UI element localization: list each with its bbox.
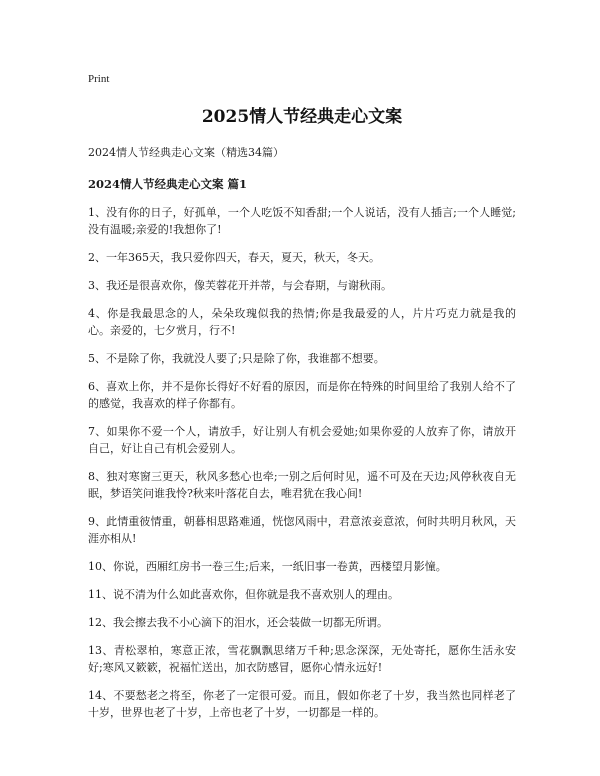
entry-12: 12、我会擦去我不小心滴下的泪水，还会装做一切都无所谓。 xyxy=(88,616,388,629)
entry-13: 13、青松翠柏，寒意正浓，雪花飘飘思绪万千种;思念深深，无处寄托，愿你生活永安好;寒风又簌簌，祝福忙送出，加衣防感冒，愿你心情永远好! xyxy=(88,644,516,674)
entry-8: 8、独对寒窗三更天，秋风多愁心也牵;一别之后何时见，遥不可及在天边;风停秋夜自无眠，梦语笑问谁我怜?秋来叶落花自去，唯君犹在我心间! xyxy=(88,470,516,500)
entry-9: 9、此情重彼情重，朝暮相思路难通，恍惚风雨中，君意浓妾意浓，何时共明月秋风，天涯亦相从! xyxy=(88,515,516,545)
document-title: 2025情人节经典走心文案 xyxy=(201,107,403,127)
entry-2: 2、一年365天，我只爱你四天，春天，夏天，秋天，冬天。 xyxy=(88,251,380,264)
entry-10: 10、你说，西厢红房书一卷三生;后来，一纸旧事一卷黄，西楼望月影憧。 xyxy=(88,560,447,573)
entry-6: 6、喜欢上你，并不是你长得好不好看的原因，而是你在特殊的时间里给了我别人给不了的感觉，我喜欢的样子你都有。 xyxy=(88,380,516,410)
entry-4: 4、你是我最思念的人，朵朵玫瑰似我的热情;你是我最爱的人，片片巧克力就是我的心。亲爱的，七夕赏月，行不! xyxy=(88,307,516,337)
entry-11: 11、说不清为什么如此喜欢你，但你就是我不喜欢别人的理由。 xyxy=(88,588,399,601)
entry-7: 7、如果你不爱一个人，请放手，好让别人有机会爱她;如果你爱的人放弃了你，请放开自己，好让自己有机会爱别人。 xyxy=(88,425,516,455)
entry-1: 1、没有你的日子，好孤单，一个人吃饭不知香甜;一个人说话，没有人插言;一个人睡觉;没有温暖;亲爱的!我想你了! xyxy=(88,206,516,236)
entry-14: 14、不要愁老之将至，你老了一定很可爱。而且，假如你老了十岁，我当然也同样老了十岁，世界也老了十岁，上帝也老了十岁，一切都是一样的。 xyxy=(88,689,516,719)
section-heading: 2024情人节经典走心文案 篇1 xyxy=(88,177,248,191)
document-subtitle: 2024情人节经典走心文案（精选34篇） xyxy=(88,146,284,159)
entry-5: 5、不是除了你，我就没人要了;只是除了你，我谁都不想要。 xyxy=(88,352,385,365)
entry-3: 3、我还是很喜欢你，像芙蓉花开并蒂，与会春期，与谢秋雨。 xyxy=(88,279,392,292)
print-link[interactable]: Print xyxy=(88,73,110,85)
